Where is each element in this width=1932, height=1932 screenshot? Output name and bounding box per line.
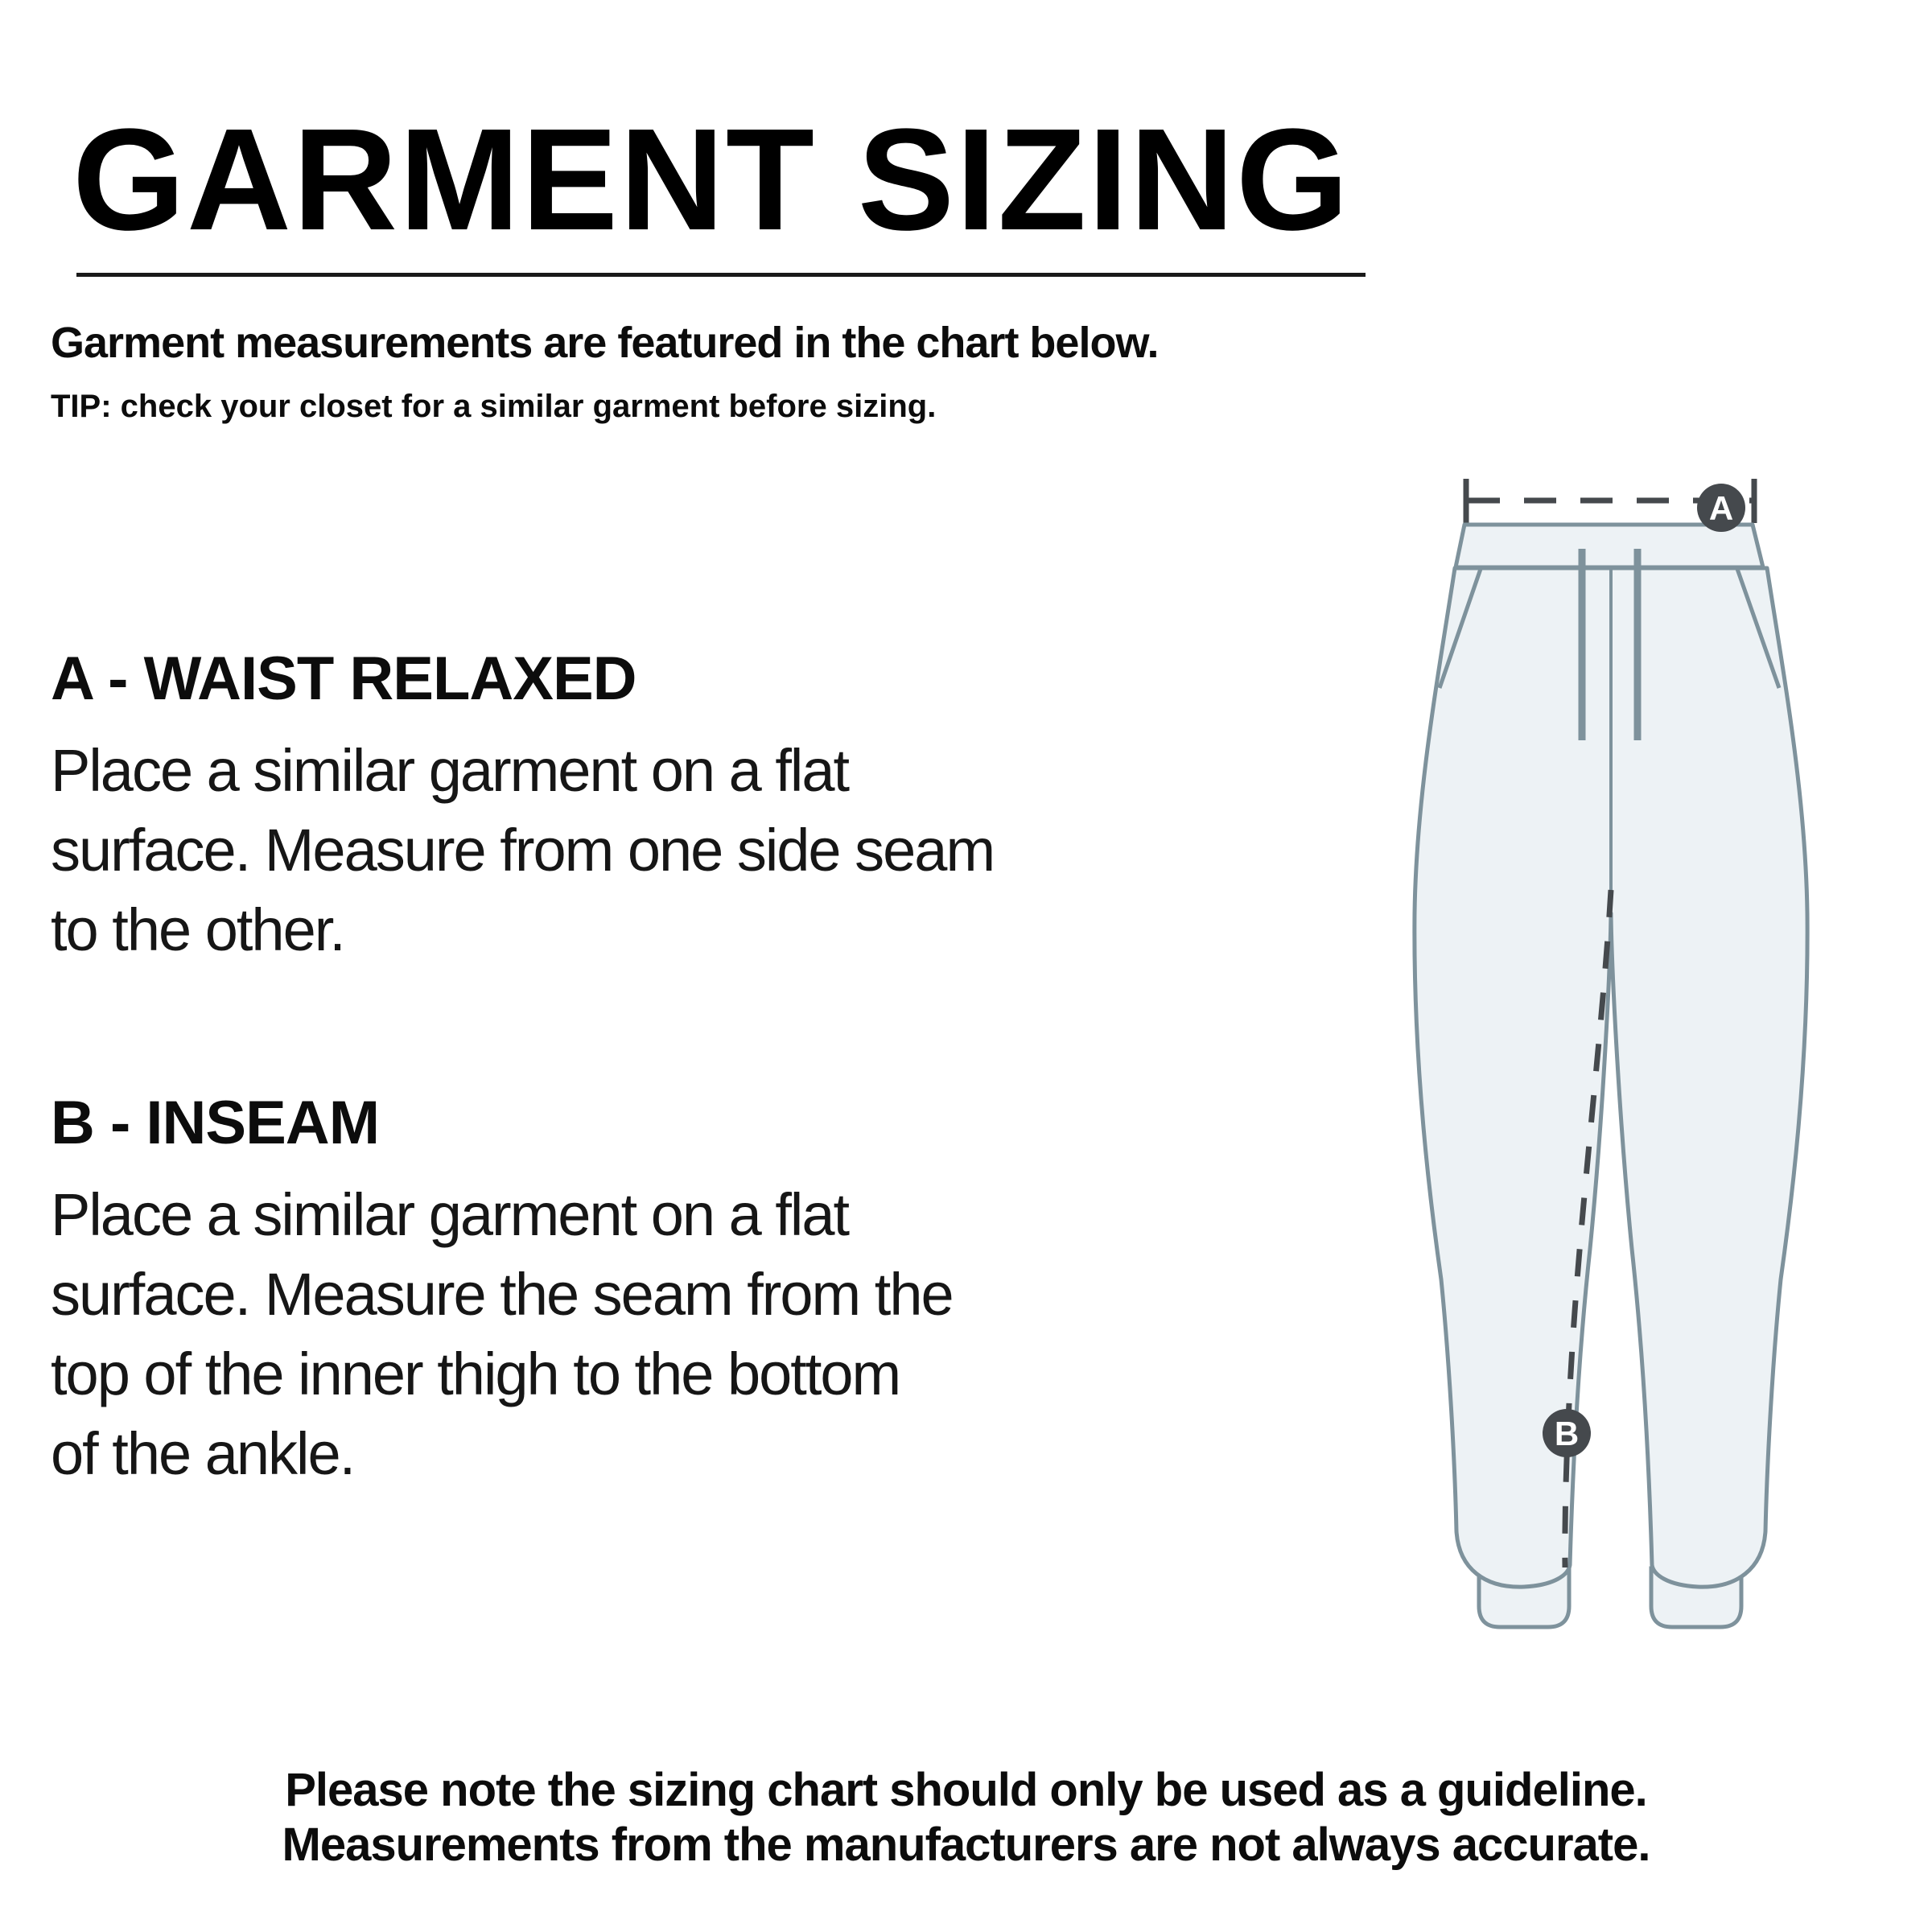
sweatpants-illustration	[1368, 435, 1932, 1690]
section-inseam	[51, 1089, 953, 1493]
text-line: surface. Measure the seam from the	[51, 1261, 953, 1328]
text-line: Place a similar garment on a flat	[51, 1181, 849, 1248]
text-line: Place a similar garment on a flat	[51, 737, 849, 804]
disclaimer	[0, 1763, 1932, 1872]
tip-note: TIP: check your closet for a similar garment before sizing.	[51, 389, 937, 424]
section-b-heading: B - INSEAM	[51, 1089, 379, 1157]
marker-a-letter: A	[1708, 489, 1734, 527]
title-underline	[76, 273, 1366, 277]
marker-a	[1697, 484, 1745, 532]
text-line: to the other.	[51, 896, 344, 963]
text-line: surface. Measure from one side seam	[51, 817, 995, 884]
section-a-heading: A - WAIST RELAXED	[51, 645, 636, 713]
subtitle: Garment measurements are featured in the chart below.	[51, 319, 1159, 367]
section-waist-relaxed	[51, 645, 995, 970]
marker-b	[1543, 1409, 1591, 1457]
section-b-description	[51, 1175, 953, 1493]
disclaimer-line-2: Measurements from the manufacturers are not always accurate.	[282, 1819, 1650, 1871]
text-line: top of the inner thigh to the bottom	[51, 1341, 900, 1407]
marker-b-letter: B	[1554, 1415, 1580, 1452]
section-a-description	[51, 731, 994, 970]
page-title: GARMENT SIZING	[72, 99, 1350, 261]
text-line: of the ankle.	[51, 1420, 355, 1487]
disclaimer-line-1: Please note the sizing chart should only be used as a guideline.	[285, 1764, 1647, 1816]
